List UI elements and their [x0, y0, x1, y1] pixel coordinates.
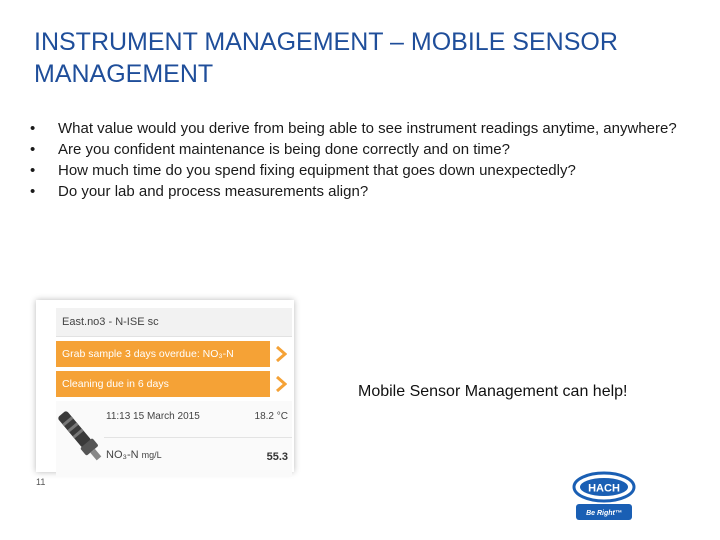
- alert-grab-sample[interactable]: [56, 341, 292, 367]
- help-text: Mobile Sensor Management can help!: [358, 383, 628, 400]
- reading-temperature: 18.2 °C: [254, 411, 288, 422]
- bullet-item: [30, 139, 690, 160]
- bullet-dot: •: [30, 141, 36, 158]
- page-number: 11: [36, 477, 46, 487]
- reading-value: 55.3: [266, 451, 288, 463]
- slide-title: INSTRUMENT MANAGEMENT – MOBILE SENSOR MANAGEMENT: [34, 28, 618, 88]
- divider: [104, 437, 292, 438]
- bullet-dot: •: [30, 120, 36, 137]
- app-screenshot-card: [36, 300, 294, 472]
- device-title: East.no3 - N-ISE sc: [56, 308, 292, 337]
- sensor-probe-icon: [58, 407, 104, 467]
- bullet-item: [30, 118, 690, 139]
- bullet-text: What value would you derive from being able to see instrument readings anytime, anywhere?: [58, 120, 677, 137]
- app-panel: [56, 308, 292, 477]
- parameter-unit: mg/L: [141, 450, 162, 460]
- reading-timestamp: 11:13 15 March 2015: [106, 411, 200, 422]
- bullet-item: [30, 160, 690, 181]
- bullet-dot: •: [30, 183, 36, 200]
- alert-label: Grab sample 3 days overdue: NO₃-N: [62, 348, 234, 360]
- chevron-right-icon[interactable]: [270, 371, 292, 397]
- alert-label: Cleaning due in 6 days: [62, 378, 169, 390]
- bullet-dot: •: [30, 162, 36, 179]
- reading-panel: [56, 401, 292, 477]
- bullet-list: [30, 118, 690, 202]
- parameter-name: NO₃-N: [106, 449, 139, 461]
- reading-parameter: [106, 449, 162, 461]
- bullet-text: Are you confident maintenance is being done correctly and on time?: [58, 141, 510, 158]
- chevron-right-icon[interactable]: [270, 341, 292, 367]
- logo-tagline: Be Right™: [586, 510, 622, 517]
- bullet-item: [30, 181, 690, 202]
- bullet-text: How much time do you spend fixing equipment that goes down unexpectedly?: [58, 162, 576, 179]
- hach-logo: [568, 470, 640, 522]
- logo-brand: HACH: [588, 482, 620, 495]
- bullet-text: Do your lab and process measurements align?: [58, 183, 369, 200]
- alert-cleaning-due[interactable]: [56, 371, 292, 397]
